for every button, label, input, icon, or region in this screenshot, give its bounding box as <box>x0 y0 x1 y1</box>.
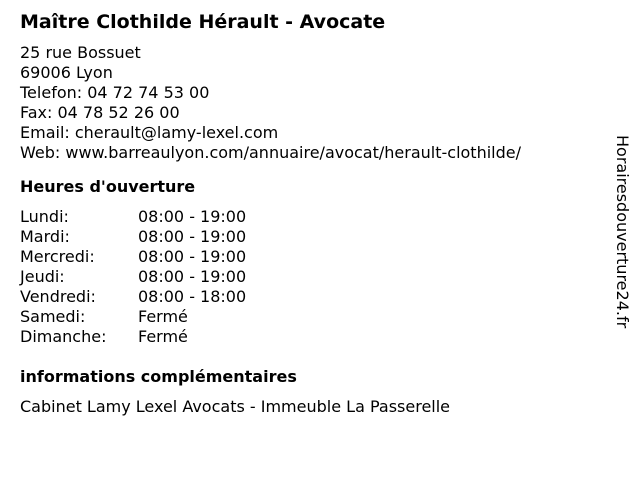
day-label: Jeudi: <box>20 267 65 286</box>
hours-row-monday <box>20 207 605 227</box>
hours-row-tuesday <box>20 227 605 247</box>
hours-table <box>20 207 605 347</box>
site-watermark: Horairesdouverture24.fr <box>613 135 632 329</box>
time-value: 08:00 - 19:00 <box>138 247 247 266</box>
time-value: 08:00 - 19:00 <box>138 267 247 286</box>
day-label: Dimanche: <box>20 327 107 346</box>
time-value: 08:00 - 18:00 <box>138 287 247 306</box>
address-street: 25 rue Bossuet <box>20 43 141 62</box>
address-city: 69006 Lyon <box>20 63 113 82</box>
email-address: Email: cherault@lamy-lexel.com <box>20 123 279 142</box>
info-heading: informations complémentaires <box>20 367 297 386</box>
day-label: Mardi: <box>20 227 70 246</box>
fax-number: Fax: 04 78 52 26 00 <box>20 103 180 122</box>
day-label: Samedi: <box>20 307 86 326</box>
hours-row-wednesday <box>20 247 605 267</box>
time-value: 08:00 - 19:00 <box>138 207 247 226</box>
time-value: 08:00 - 19:00 <box>138 227 247 246</box>
hours-row-sunday <box>20 327 605 347</box>
time-value: Fermé <box>138 327 188 346</box>
info-text: Cabinet Lamy Lexel Avocats - Immeuble La Passerelle <box>20 397 451 416</box>
hours-heading: Heures d'ouverture <box>20 177 196 196</box>
hours-row-friday <box>20 287 605 307</box>
website-url: Web: www.barreaulyon.com/annuaire/avocat/herault-clothilde/ <box>20 143 521 162</box>
page-title: Maître Clothilde Hérault - Avocate <box>20 11 386 33</box>
phone-number: Telefon: 04 72 74 53 00 <box>20 83 210 102</box>
hours-row-thursday <box>20 267 605 287</box>
listing-card <box>20 11 605 417</box>
time-value: Fermé <box>138 307 188 326</box>
day-label: Mercredi: <box>20 247 95 266</box>
day-label: Vendredi: <box>20 287 96 306</box>
day-label: Lundi: <box>20 207 69 226</box>
contact-block <box>20 43 605 163</box>
hours-row-saturday <box>20 307 605 327</box>
